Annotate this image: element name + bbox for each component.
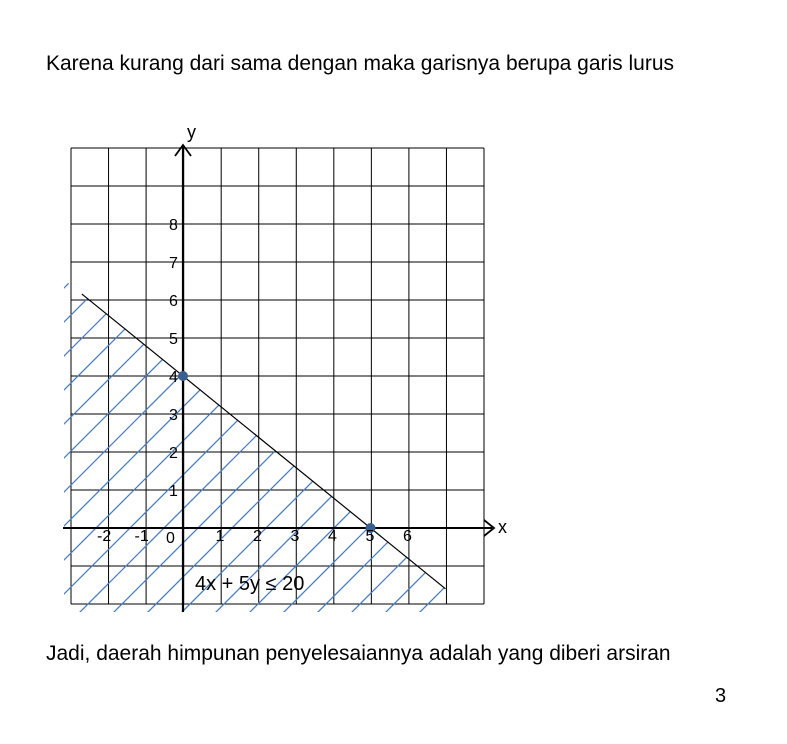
x-tick-label: 3: [290, 528, 300, 545]
axes: [63, 145, 494, 612]
x-tick-label: 2: [253, 528, 262, 545]
y-tick-label: 2: [169, 445, 178, 462]
hatch-line: [314, 250, 714, 650]
x-tick-label: -2: [97, 528, 112, 545]
hatch-line: [722, 250, 787, 650]
page-number: 3: [715, 685, 727, 707]
hatch-line: [552, 250, 787, 650]
hatch-line: [586, 250, 787, 650]
y-tick-label: 4: [169, 369, 178, 386]
y-tick-label: 3: [169, 407, 178, 424]
x-tick-label: -1: [134, 528, 149, 545]
shaded-region: [0, 250, 787, 650]
hatch-line: [0, 250, 170, 650]
hatch-line: [484, 250, 787, 650]
x-tick-label: 4: [328, 528, 337, 545]
grid: [71, 148, 484, 604]
y-tick-label: 6: [169, 293, 178, 310]
y-tick-label: 1: [169, 483, 178, 500]
x-tick-label: 1: [215, 528, 225, 545]
origin-label: 0: [166, 530, 175, 547]
hatch-line: [450, 250, 787, 650]
hatch-line: [518, 250, 787, 650]
x-tick-label: 5: [365, 528, 375, 545]
y-tick-label: 5: [169, 331, 178, 348]
hatch-line: [756, 250, 787, 650]
y-tick-label: 7: [169, 255, 178, 272]
hatch-line: [348, 250, 748, 650]
hatch-line: [0, 250, 68, 650]
hatch-line: [382, 250, 782, 650]
x-axis-label: x: [498, 517, 507, 537]
x-tick-label: 6: [403, 528, 412, 545]
hatch-line: [688, 250, 787, 650]
intro-text: Karena kurang dari sama dengan maka garisnya berupa garis lurus: [46, 52, 675, 75]
inequality-label: 4x + 5y ≤ 20: [195, 573, 305, 595]
hatch-line: [0, 250, 34, 650]
hatch-line: [0, 250, 374, 650]
hatch-line: [620, 250, 787, 650]
y-tick-label: 8: [169, 217, 178, 234]
hatch-line: [654, 250, 787, 650]
hatch-line: [280, 250, 680, 650]
intercept-point: [178, 371, 188, 381]
y-axis-label: y: [187, 122, 196, 142]
hatch-line: [0, 250, 102, 650]
hatch-line: [416, 250, 787, 650]
conclusion-text: Jadi, daerah himpunan penyelesaiannya adalah yang diberi arsiran: [46, 642, 671, 665]
tick-labels: [97, 122, 507, 595]
